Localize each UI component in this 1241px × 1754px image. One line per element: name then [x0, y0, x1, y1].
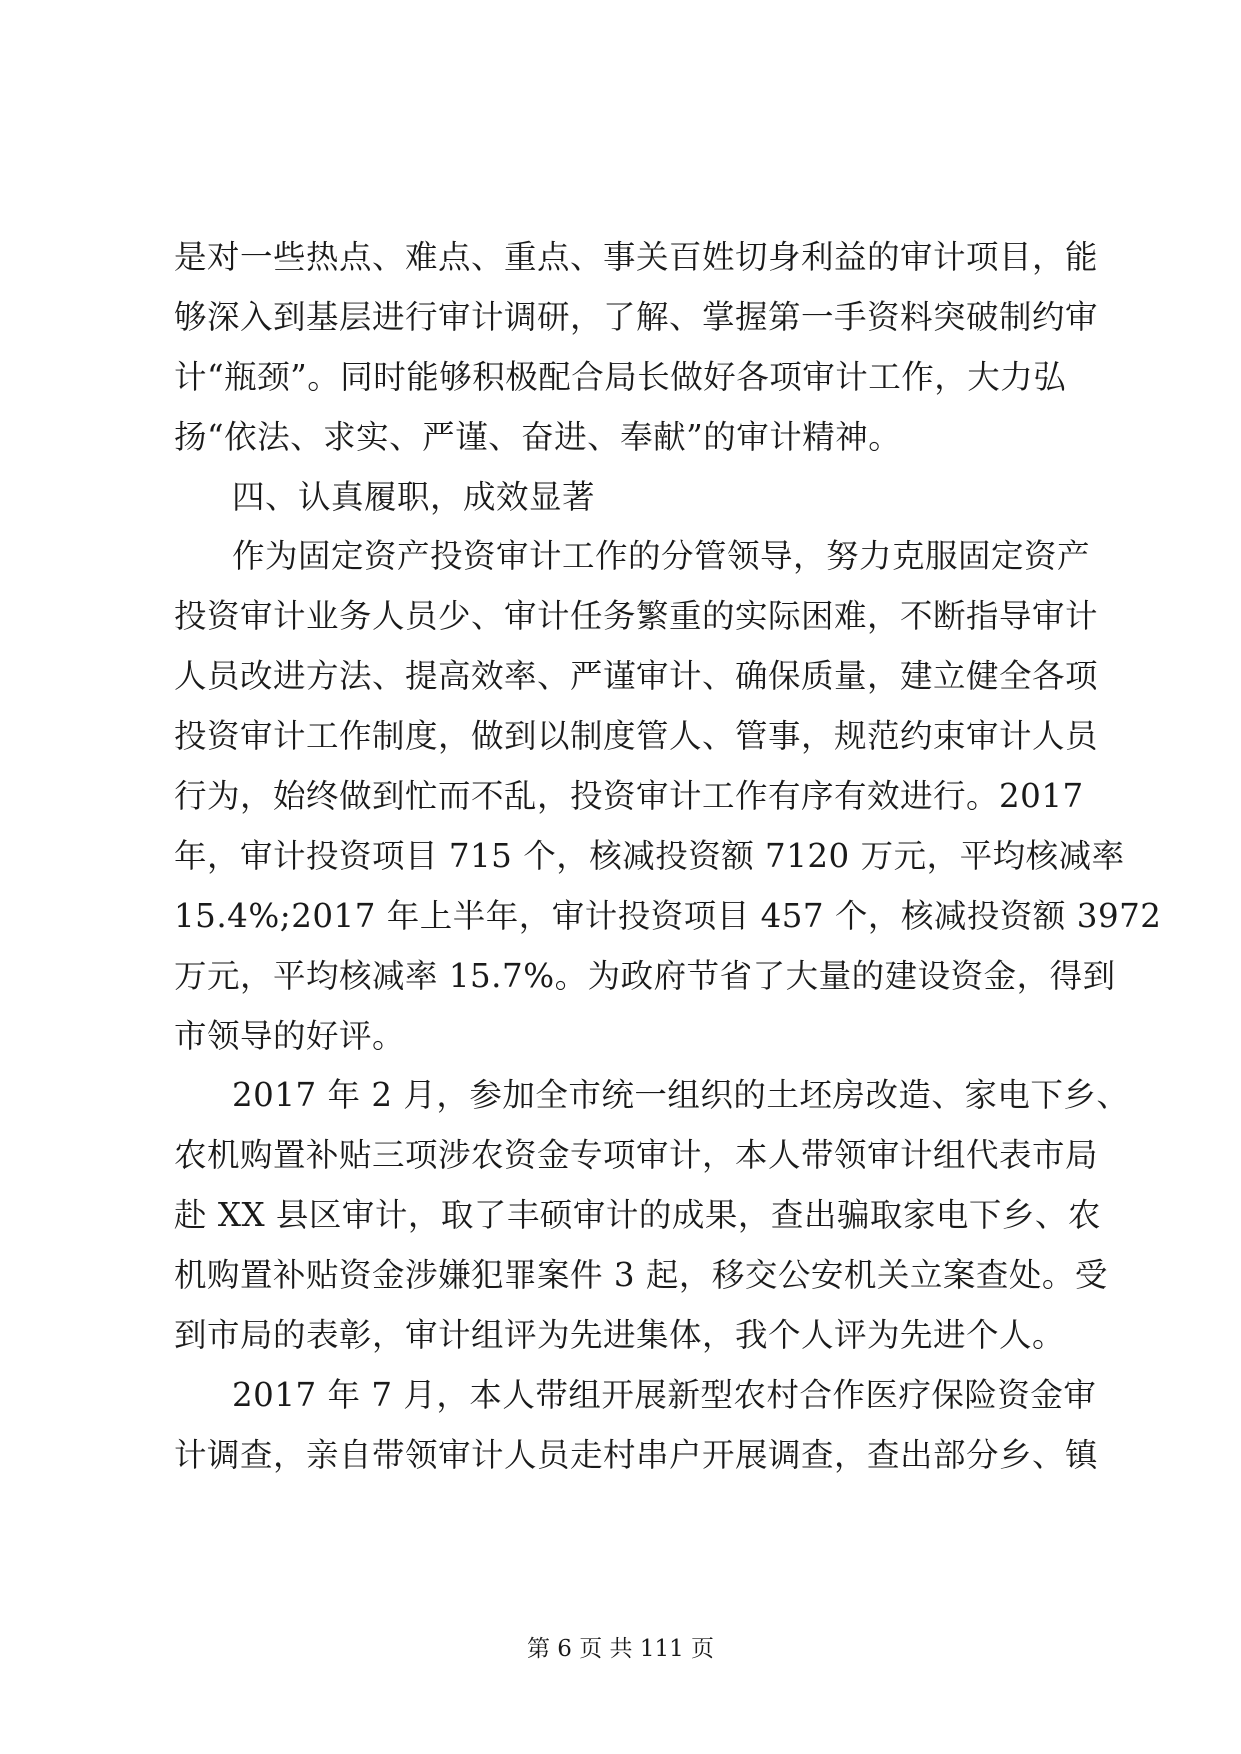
text-line: 2017 年 2 月，参加全市统一组织的土坯房改造、家电下乡、 — [232, 1076, 1130, 1115]
text-line: 扬“依法、求实、严谨、奋进、奉献”的审计精神。 — [174, 417, 902, 456]
document-body — [174, 228, 1162, 1486]
text-line: 万元，平均核减率 15.7%。为政府节省了大量的建设资金，得到 — [174, 956, 1116, 995]
text-line: 计“瓶颈”。同时能够积极配合局长做好各项审计工作，大力弘 — [174, 357, 1067, 396]
text-line: 行为，始终做到忙而不乱，投资审计工作有序有效进行。2017 — [174, 777, 1084, 816]
text-line: 作为固定资产投资审计工作的分管领导，努力克服固定资产 — [232, 537, 1091, 576]
text-line: 到市局的表彰，审计组评为先进集体，我个人评为先进个人。 — [174, 1316, 1066, 1355]
text-line: 人员改进方法、提高效率、严谨审计、确保质量，建立健全各项 — [174, 657, 1099, 696]
text-line: 机购置补贴资金涉嫌犯罪案件 3 起，移交公安机关立案查处。受 — [174, 1256, 1108, 1295]
text-line: 市领导的好评。 — [174, 1016, 406, 1055]
text-line: 2017 年 7 月，本人带组开展新型农村合作医疗保险资金审 — [232, 1375, 1097, 1414]
text-line: 投资审计业务人员少、审计任务繁重的实际困难，不断指导审计 — [174, 597, 1099, 636]
text-line: 15.4%;2017 年上半年，审计投资项目 457 个，核减投资额 3972 — [174, 896, 1162, 935]
section-heading: 四、认真履职，成效显著 — [232, 477, 596, 516]
text-line: 够深入到基层进行审计调研，了解、掌握第一手资料突破制约审 — [174, 297, 1099, 336]
text-line: 农机购置补贴三项涉农资金专项审计，本人带领审计组代表市局 — [174, 1136, 1099, 1175]
page-number-footer: 第 6 页 共 111 页 — [526, 1636, 715, 1662]
text-line: 年，审计投资项目 715 个，核减投资额 7120 万元，平均核减率 — [174, 836, 1125, 875]
text-line: 赴 XX 县区审计，取了丰硕审计的成果，查出骗取家电下乡、农 — [174, 1196, 1101, 1235]
text-line: 是对一些热点、难点、重点、事关百姓切身利益的审计项目，能 — [174, 238, 1099, 276]
text-line: 投资审计工作制度，做到以制度管人、管事，规范约束审计人员 — [174, 717, 1099, 756]
text-line: 计调查，亲自带领审计人员走村串户开展调查，查出部分乡、镇 — [174, 1435, 1099, 1474]
